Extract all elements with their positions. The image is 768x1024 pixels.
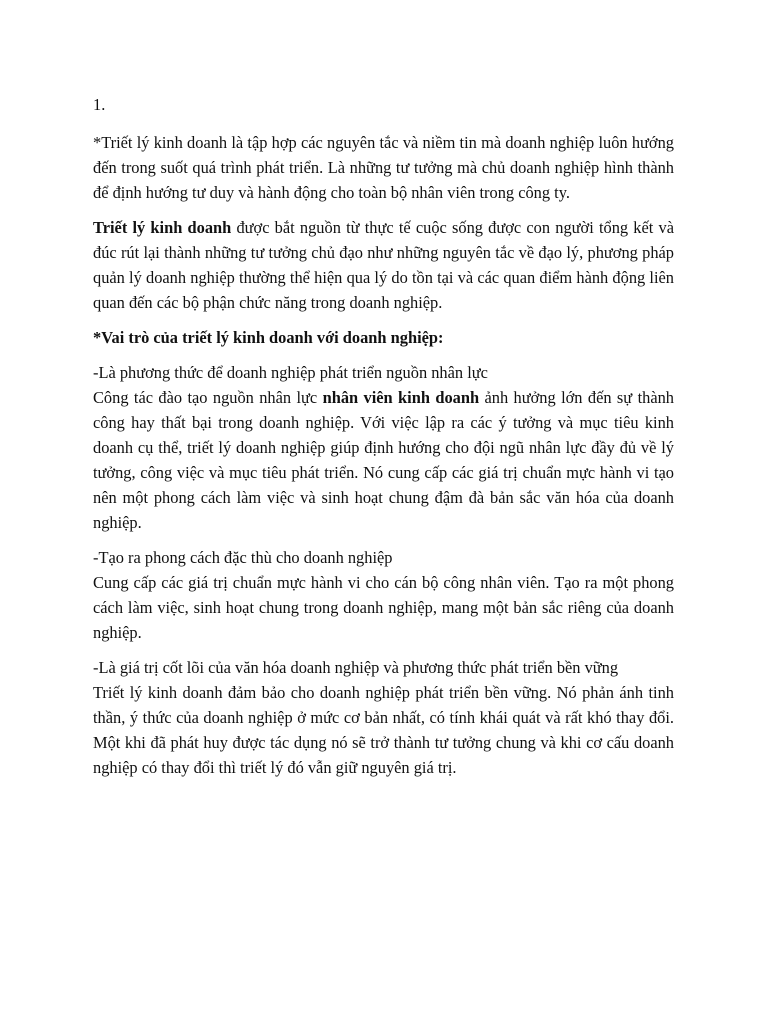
origin-bold-term: Triết lý kinh doanh <box>93 218 232 237</box>
origin-paragraph <box>93 215 674 315</box>
document-page <box>93 92 674 780</box>
roles-heading <box>93 325 674 350</box>
roles-heading-text: *Vai trò của triết lý kinh doanh với doanh nghiệp: <box>93 328 444 347</box>
role2-title: -Tạo ra phong cách đặc thù cho doanh nghiệp <box>93 548 393 567</box>
definition-paragraph: *Triết lý kinh doanh là tập hợp các nguyên tắc và niềm tin mà doanh nghiệp luôn hướng đến trong suốt quá trình phát triển. Là những tư tưởng mà chủ doanh nghiệp hình thành để định hướng tư duy và hành động cho toàn bộ nhân viên trong công ty. <box>93 133 674 202</box>
section-number: 1. <box>93 95 106 114</box>
origin-text: được bắt nguồn từ thực tế cuộc sống được con người tổng kết và đúc rút lại thành những tư tưởng chủ đạo như những nguyên tắc về đạo lý, phương pháp quản lý doanh nghiệp thường thể hiện qua lý do tồn tại và các quan điểm hành động liên quan đến các bộ phận chức năng trong doanh nghiệp. <box>93 218 674 312</box>
role1-title: -Là phương thức để doanh nghiệp phát triển nguồn nhân lực <box>93 363 488 382</box>
role1-pre: Công tác đào tạo nguồn nhân lực <box>93 388 323 407</box>
role1-body <box>93 385 674 535</box>
role1-bold-term: nhân viên kinh doanh <box>322 388 480 407</box>
role3-title: -Là giá trị cốt lõi của văn hóa doanh nghiệp và phương thức phát triển bền vững <box>93 658 619 677</box>
role3-body: Triết lý kinh doanh đảm bảo cho doanh nghiệp phát triển bền vững. Nó phản ánh tinh thần, ý thức của doanh nghiệp ở mức cơ bản nhất, có tính khái quát và rất khó thay đổi. Một khi đã phát huy được tác dụng nó sẽ trở thành tư tưởng chung và khi cơ cấu doanh nghiệp có thay đổi thì triết lý đó vẫn giữ nguyên giá trị. <box>93 683 674 777</box>
role2-body: Cung cấp các giá trị chuẩn mực hành vi cho cán bộ công nhân viên. Tạo ra một phong cách làm việc, sinh hoạt chung trong doanh nghiệp, mang một bản sắc riêng của doanh nghiệp. <box>93 573 674 642</box>
role1-post: ảnh hưởng lớn đến sự thành công hay thất bại trong doanh nghiệp. Với việc lập ra các ý tưởng và mục tiêu kinh doanh cụ thể, triết lý doanh nghiệp giúp định hướng cho đội ngũ nhân lực đầy đủ về lý tưởng, công việc và mục tiêu phát triển. Nó cung cấp các giá trị chuẩn mực hành vi tạo nên một phong cách làm việc và sinh hoạt chung đậm đà bản sắc văn hóa của doanh nghiệp. <box>93 388 674 532</box>
